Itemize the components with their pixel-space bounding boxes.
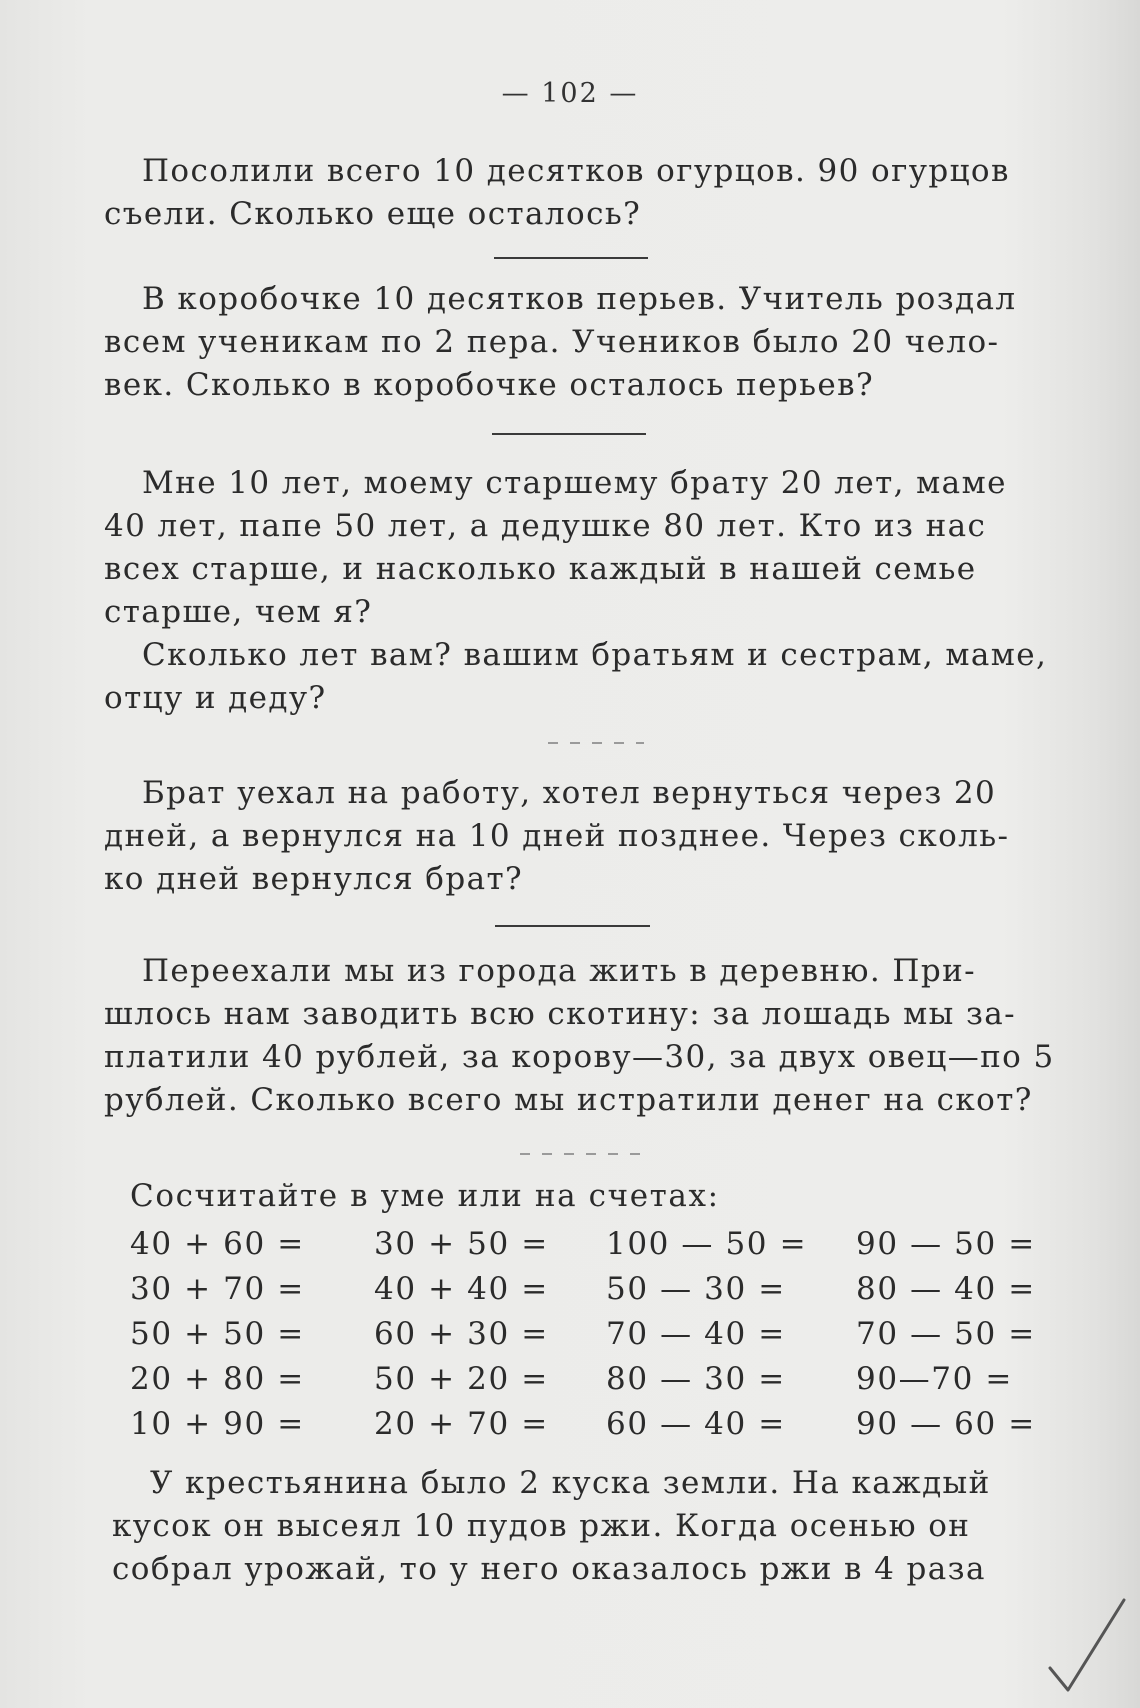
pencil-check-mark xyxy=(1042,1590,1132,1700)
text-line: В коробочке 10 десятков перьев. Учитель роздал xyxy=(142,281,1017,317)
text-line: всем ученикам по 2 пера. Учеников было 20 чело- xyxy=(104,324,1000,360)
problem-1 xyxy=(104,150,1040,236)
arithmetic-item: 90 — 50 = xyxy=(856,1226,1036,1262)
text-line: всех старше, и насколько каждый в нашей семье xyxy=(104,551,977,587)
text-line: Мне 10 лет, моему старшему брату 20 лет, маме xyxy=(142,465,1007,501)
separator-rule xyxy=(494,257,648,259)
text-line: Сколько лет вам? вашим братьям и сестрам, маме, xyxy=(142,637,1048,673)
arithmetic-item: 40 + 40 = xyxy=(374,1271,549,1307)
text-line: отцу и деду? xyxy=(104,680,327,716)
arithmetic-item: 70 — 40 = xyxy=(606,1316,786,1352)
arithmetic-item: 30 + 70 = xyxy=(130,1271,305,1307)
text-line: шлось нам заводить всю скотину: за лошадь мы за- xyxy=(104,996,1017,1032)
arithmetic-item: 90—70 = xyxy=(856,1361,1013,1397)
separator-rule xyxy=(495,925,650,927)
arithmetic-item: 50 + 20 = xyxy=(374,1361,549,1397)
problem-3 xyxy=(104,462,1048,720)
arithmetic-item: 30 + 50 = xyxy=(374,1226,549,1262)
page-number: — 102 — xyxy=(501,78,639,109)
text-line: Посолили всего 10 десятков огурцов. 90 огурцов xyxy=(142,153,1010,189)
arithmetic-item: 20 + 80 = xyxy=(130,1361,305,1397)
arithmetic-item: 100 — 50 = xyxy=(606,1226,808,1262)
text-line: платили 40 рублей, за корову—30, за двух овец—по 5 xyxy=(104,1039,1055,1075)
text-line: кусок он высеял 10 пудов ржи. Когда осенью он xyxy=(112,1508,971,1544)
exercise-heading: Сосчитайте в уме или на счетах: xyxy=(130,1178,720,1214)
problem-4 xyxy=(104,772,1040,901)
arithmetic-item: 60 + 30 = xyxy=(374,1316,549,1352)
problem-6 xyxy=(112,1462,1042,1591)
text-line: 40 лет, папе 50 лет, а дедушке 80 лет. Кто из нас xyxy=(104,508,987,544)
arithmetic-item: 80 — 40 = xyxy=(856,1271,1036,1307)
separator-rule xyxy=(492,433,646,435)
text-line: век. Сколько в коробочке осталось перьев? xyxy=(104,367,875,403)
text-line: дней, а вернулся на 10 дней позднее. Через сколь- xyxy=(104,818,1010,854)
arithmetic-item: 60 — 40 = xyxy=(606,1406,786,1442)
text-line: Брат уехал на работу, хотел вернуться через 20 xyxy=(142,775,997,811)
text-line: старше, чем я? xyxy=(104,594,373,630)
arithmetic-item: 50 — 30 = xyxy=(606,1271,786,1307)
arithmetic-item: 70 — 50 = xyxy=(856,1316,1036,1352)
problem-5 xyxy=(104,950,1055,1122)
text-line: У крестьянина было 2 куска земли. На каждый xyxy=(150,1465,991,1501)
arithmetic-item: 10 + 90 = xyxy=(130,1406,305,1442)
separator-dashes xyxy=(548,742,644,744)
problem-2 xyxy=(104,278,1040,407)
arithmetic-item: 40 + 60 = xyxy=(130,1226,305,1262)
separator-dashes xyxy=(520,1153,640,1155)
arithmetic-item: 80 — 30 = xyxy=(606,1361,786,1397)
arithmetic-grid xyxy=(130,1222,1036,1446)
arithmetic-item: 90 — 60 = xyxy=(856,1406,1036,1442)
text-line: рублей. Сколько всего мы истратили денег на скот? xyxy=(104,1082,1033,1118)
arithmetic-item: 50 + 50 = xyxy=(130,1316,305,1352)
text-line: съели. Сколько еще осталось? xyxy=(104,196,642,232)
text-line: Переехали мы из города жить в деревню. При- xyxy=(142,953,977,989)
text-line: собрал урожай, то у него оказалось ржи в 4 раза xyxy=(112,1551,986,1587)
arithmetic-item: 20 + 70 = xyxy=(374,1406,549,1442)
text-line: ко дней вернулся брат? xyxy=(104,861,524,897)
